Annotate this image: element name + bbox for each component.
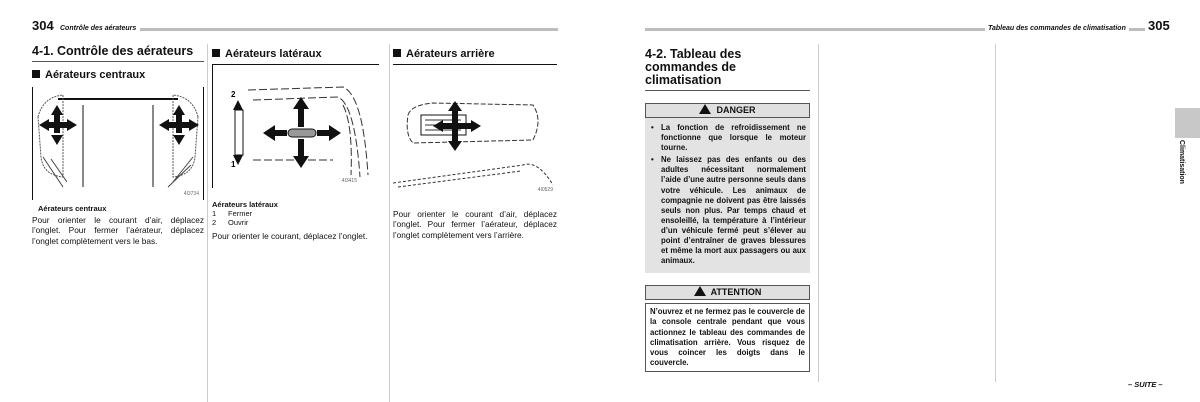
- chapter-tab-label: Climatisation: [1178, 140, 1185, 184]
- body-text: Pour orienter le courant d’air, déplacez l’onglet. Pour fermer l’aérateur, déplacez l’onglet complètement vers le bas.: [32, 215, 204, 246]
- page-number-right: 305: [1148, 18, 1170, 33]
- column-divider: [389, 44, 390, 402]
- column-divider: [995, 44, 996, 382]
- section-title: 4-2. Tableau des commandes de climatisation: [645, 48, 810, 91]
- figure-caption: Aérateurs centraux: [38, 204, 107, 213]
- figure-code: 4I3734: [183, 191, 199, 197]
- column-lateral: [212, 48, 379, 241]
- column-divider: [207, 44, 208, 402]
- column-central: [32, 44, 204, 246]
- running-head-right: Tableau des commandes de climatisation: [985, 25, 1129, 32]
- danger-box: [645, 118, 810, 273]
- figure-rear-vent: [393, 65, 557, 193]
- column-climate: [645, 48, 810, 372]
- danger-item: • Ne laissez pas des enfants ou des adultes nécessitant normalement l’aide d’une autre personne seuls dans votre véhicule. Les animaux de compagnie ne doivent pas être laissés seuls non plus. Par temps chaud et ensoleillé, la température à l’intérieur d’un véhicule fermé peut s’élever au point d’entraîner de graves blessures et même la mort aux passagers ou aux animaux.: [647, 155, 806, 266]
- body-text: Pour orienter le courant, déplacez l’onglet.: [212, 231, 368, 241]
- heading-lateral: Aérateurs latéraux: [212, 48, 379, 65]
- legend-num: 2: [212, 218, 217, 227]
- legend-num: 1: [212, 209, 217, 218]
- legend-label: Fermer: [228, 209, 253, 218]
- page-number-left: 304: [32, 18, 54, 33]
- header-bar: [140, 28, 558, 31]
- legend-label: Ouvrir: [228, 218, 249, 227]
- heading-rear: Aérateurs arrière: [393, 48, 557, 65]
- danger-item: • La fonction de refroidissement ne fonctionne que lorsque le moteur tourne.: [647, 123, 806, 153]
- chapter-tab: [1175, 108, 1200, 138]
- warning-triangle-icon: [699, 104, 711, 114]
- figure-central-vents: [32, 87, 204, 200]
- figure-caption: Aérateurs latéraux: [212, 200, 278, 209]
- figure-code: 4I0529: [537, 187, 553, 193]
- fig-label-1: 1: [231, 160, 236, 169]
- continued-label: – SUITE –: [1128, 380, 1163, 389]
- running-head-left: Contrôle des aérateurs: [60, 25, 137, 32]
- column-divider: [818, 44, 819, 382]
- fig-label-2: 2: [231, 90, 236, 99]
- section-title: 4-1. Contrôle des aérateurs: [32, 44, 204, 62]
- figure-code: 4I3415: [341, 178, 357, 184]
- heading-central: Aérateurs centraux: [32, 69, 204, 81]
- warning-triangle-icon: [694, 286, 706, 296]
- danger-header: DANGER: [645, 103, 810, 118]
- attention-header: ATTENTION: [645, 285, 810, 300]
- column-rear: [393, 48, 557, 240]
- body-text: Pour orienter le courant d’air, déplacez l’onglet. Pour fermer l’aérateur, déplacez l’onglet complètement vers l’arrière.: [393, 209, 557, 240]
- figure-lateral-vent: [212, 65, 379, 188]
- legend: [212, 209, 379, 227]
- attention-box: N’ouvrez et ne fermez pas le couvercle de la console centrale pendant que vous actionnez le tableau des commandes de climatisation arrière. Vous risquez de vous coincer les doigts dans le couvercle.: [645, 303, 810, 372]
